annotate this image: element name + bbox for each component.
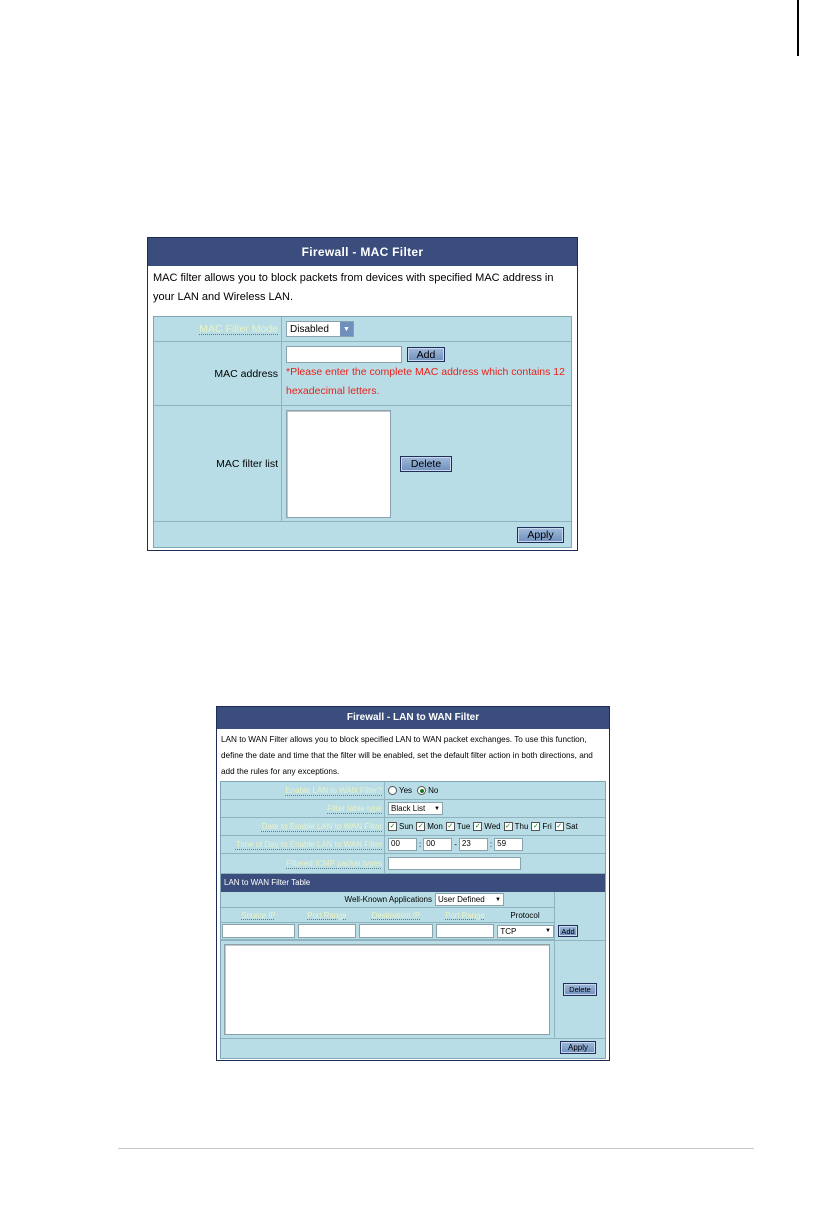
chevron-down-icon[interactable]: ▼ (545, 928, 551, 934)
mac-list-label: MAC filter list (216, 457, 278, 470)
day-label-sat: Sat (565, 822, 578, 831)
mac-filter-panel (147, 237, 578, 551)
filter-type-select[interactable] (388, 802, 443, 815)
check-icon: ✓ (417, 823, 424, 830)
mac-address-row (154, 342, 571, 406)
enable-yes-radio[interactable] (388, 786, 397, 795)
apply-button[interactable]: Apply (517, 527, 564, 543)
lan-wan-form (220, 781, 606, 1059)
day-checkbox-sun[interactable] (388, 822, 413, 831)
icmp-label: Filtered ICMP packet types (286, 859, 382, 868)
footer-rule (118, 1148, 754, 1149)
wan-apply-row (221, 1038, 605, 1055)
col-destination-ip: Destination IP (371, 910, 421, 920)
time-end-hour[interactable]: 23 (459, 838, 488, 851)
col-port-range: Port Range (445, 910, 485, 920)
day-label-sun: Sun (399, 822, 414, 831)
rule-entry-row (221, 923, 554, 940)
icmp-input[interactable] (388, 857, 521, 870)
mac-list-row (154, 406, 571, 522)
add-mac-button[interactable]: Add (407, 347, 445, 362)
check-icon: ✓ (389, 823, 396, 830)
chevron-down-icon[interactable]: ▼ (434, 805, 440, 812)
date-row (221, 818, 605, 836)
check-icon: ✓ (447, 823, 454, 830)
day-checkbox-sat[interactable] (555, 822, 578, 831)
day-checkbox-wed[interactable] (473, 822, 500, 831)
page-margin-line (797, 0, 799, 56)
known-apps-value: User Defined (438, 895, 485, 904)
mac-filter-listbox[interactable] (286, 410, 391, 518)
icmp-row (221, 854, 605, 874)
delete-rule-button[interactable]: Delete (563, 983, 597, 996)
time-end-minute[interactable]: 59 (494, 838, 523, 851)
enable-filter-label: Enable LAN to WAN Filter? (285, 786, 382, 795)
col-port-range: Port Range (307, 910, 347, 920)
rules-list-area (221, 940, 605, 1038)
day-label-wed: Wed (484, 822, 501, 831)
day-checkbox-fri[interactable] (531, 822, 551, 831)
check-icon: ✓ (532, 823, 539, 830)
lan-wan-filter-panel (216, 706, 610, 1061)
time-start-hour[interactable]: 00 (388, 838, 417, 851)
date-label: Date to Enable LAN to WAN Filter (261, 822, 382, 831)
destination-port-input[interactable] (436, 924, 495, 938)
enable-no-radio[interactable] (417, 786, 426, 795)
mac-mode-value: Disabled (290, 323, 329, 335)
day-label-thu: Thu (514, 822, 529, 831)
time-start-minute[interactable]: 00 (423, 838, 452, 851)
lan-wan-title: Firewall - LAN to WAN Filter (217, 707, 609, 729)
enable-yes-label: Yes (399, 786, 413, 795)
check-icon: ✓ (556, 823, 563, 830)
day-label-mon: Mon (427, 822, 443, 831)
enable-no-label: No (428, 786, 439, 795)
filter-type-row (221, 800, 605, 818)
mac-mode-label: MAC Filter Mode (199, 323, 278, 335)
delete-mac-button[interactable]: Delete (400, 456, 452, 472)
day-label-tue: Tue (456, 822, 471, 831)
mac-mode-select[interactable] (286, 321, 354, 337)
mac-filter-form (153, 316, 572, 548)
day-checkbox-tue[interactable] (446, 822, 471, 831)
time-row: Time of Day to Enable LAN to WAN Filter 00 : 00 - 23 : 59 (221, 836, 605, 854)
lan-wan-description: LAN to WAN Filter allows you to block specified LAN to WAN packet exchanges. To use this function, define the date and time that the filter will be enabled, set the default filter action in both directions, and add the rules for any exceptions. (221, 735, 593, 776)
day-checkbox-mon[interactable] (416, 822, 443, 831)
filter-rules-area (221, 892, 605, 940)
known-apps-label: Well-Known Applications (344, 895, 432, 904)
protocol-select[interactable] (497, 925, 554, 938)
mac-address-warning-line1: *Please enter the complete MAC address which contains 12 (286, 366, 565, 378)
mac-filter-description: MAC filter allows you to block packets from devices with specified MAC address in your LAN and Wireless LAN. (153, 272, 554, 303)
destination-ip-input[interactable] (359, 924, 433, 938)
mac-address-label: MAC address (214, 367, 278, 380)
rules-column-headers (221, 908, 554, 923)
chevron-down-icon[interactable]: ▼ (340, 322, 353, 336)
mac-apply-row (154, 522, 571, 547)
source-ip-input[interactable] (222, 924, 295, 938)
col-source-ip: Source IP (241, 910, 276, 920)
rules-listbox[interactable] (224, 944, 550, 1035)
time-label: Time of Day to Enable LAN to WAN Filter (235, 840, 382, 849)
mac-address-warning-line2: hexadecimal letters. (286, 385, 380, 397)
mac-mode-row (154, 317, 571, 342)
add-rule-button[interactable]: Add (558, 925, 578, 937)
mac-filter-title: Firewall - MAC Filter (148, 238, 577, 266)
filter-type-label: Filter table type (327, 804, 382, 813)
day-checkbox-thu[interactable] (504, 822, 529, 831)
mac-address-input[interactable] (286, 346, 402, 363)
col-protocol: Protocol (510, 910, 540, 920)
filter-table-header: LAN to WAN Filter Table (221, 874, 605, 892)
radio-selected-dot (420, 789, 424, 793)
check-icon: ✓ (474, 823, 481, 830)
chevron-down-icon[interactable]: ▼ (495, 896, 501, 903)
protocol-value: TCP (500, 926, 517, 936)
apply-button[interactable]: Apply (560, 1041, 596, 1054)
check-icon: ✓ (505, 823, 512, 830)
known-apps-select[interactable] (435, 893, 504, 906)
filter-type-value: Black List (391, 804, 426, 813)
day-label-fri: Fri (542, 822, 552, 831)
enable-filter-row (221, 782, 605, 800)
source-port-input[interactable] (298, 924, 357, 938)
